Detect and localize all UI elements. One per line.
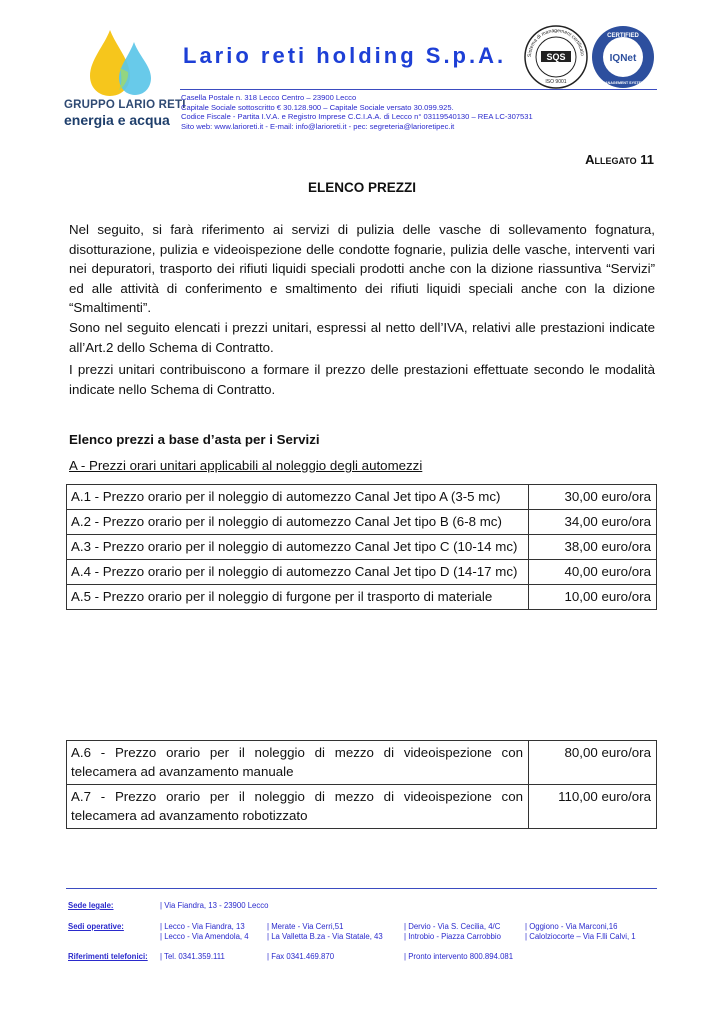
company-logo <box>62 28 186 136</box>
item-price: 80,00 euro/ora <box>529 741 657 785</box>
cert1-ring-text: Sistema di management certificato <box>526 27 585 58</box>
group-name: GRUPPO LARIO RETI <box>64 99 186 111</box>
sqs-certification-seal-icon <box>523 24 589 90</box>
water-drops-icon <box>84 28 156 98</box>
footer-sede-item: | Calolziocorte – Via F.lli Calvi, 1 <box>525 932 636 941</box>
table-row <box>67 585 657 610</box>
prices-paragraph: Sono nel seguito elencati i prezzi unitari, espressi al netto dell’IVA, relativi alle prestazioni indicate all’Art.2 dello Schema di Contratto. <box>69 320 655 355</box>
attachment-label: Allegato 11 <box>585 152 654 167</box>
item-description: A.4 - Prezzo orario per il noleggio di automezzo Canal Jet tipo D (14-17 mc) <box>67 560 529 585</box>
item-price: 34,00 euro/ora <box>529 510 657 535</box>
table-row <box>67 560 657 585</box>
info-web: Sito web: www.larioreti.it - E-mail: info@larioreti.it - pec: segreteria@larioretipec.it <box>181 121 455 131</box>
table-row <box>67 741 657 785</box>
footer-divider <box>66 888 657 889</box>
footer-phone-label: Riferimenti telefonici: <box>68 952 148 961</box>
item-price: 40,00 euro/ora <box>529 560 657 585</box>
info-capital: Capitale Sociale sottoscritto € 30.128.900 – Capitale Sociale versato 30.099.925. <box>181 102 454 112</box>
footer-sedi-operative-label: Sedi operative: <box>68 922 124 931</box>
table-row <box>67 485 657 510</box>
contract-paragraph: I prezzi unitari contribuiscono a formare il prezzo delle prestazioni effettuate secondo le modalità indicate nello Schema di Contratto. <box>69 362 655 397</box>
footer-sede-legale-label: Sede legale: <box>68 901 114 910</box>
company-info <box>181 93 533 131</box>
item-price: 10,00 euro/ora <box>529 585 657 610</box>
footer-sede-item: | Introbio - Piazza Carrobbio <box>404 932 501 941</box>
cert2-top-text: CERTIFIED <box>607 33 639 39</box>
cert2-mark: IQNet <box>609 53 637 64</box>
item-description: A.7 - Prezzo orario per il noleggio di mezzo di videoispezione con telecamera ad avanzamento robotizzato <box>67 785 529 829</box>
footer-phone: | Tel. 0341.359.111 <box>160 952 225 961</box>
table-row <box>67 510 657 535</box>
info-postal: Casella Postale n. 318 Lecco Centro – 23900 Lecco <box>181 93 357 102</box>
table-row <box>67 785 657 829</box>
footer-sede-item: | Lecco - Via Amendola, 4 <box>160 932 249 941</box>
price-table-vehicles <box>66 484 657 610</box>
footer-fax: | Fax 0341.469.870 <box>267 952 335 961</box>
intro-paragraph: Nel seguito, si farà riferimento ai servizi di pulizia delle vasche di sollevamento fognatura, disotturazione, pulizia e videoispezione delle condotte fognarie, pulizia delle vasche, interventi vari nei depuratori, trasporto dei rifiuti liquidi speciali prodotti anche con la dizione riassuntiva “Servizi” ed alle attività di conferimento e smaltimento dei rifiuti liquidi speciali anche con la dizione “Smaltimenti”. <box>69 222 655 315</box>
item-description: A.3 - Prezzo orario per il noleggio di automezzo Canal Jet tipo C (10-14 mc) <box>67 535 529 560</box>
footer-sede-item: | Lecco - Via Fiandra, 13 <box>160 922 245 931</box>
cert2-bottom-text: MANAGEMENT SYSTEM <box>602 81 644 85</box>
footer-sede-item: | Dervio - Via S. Cecilia, 4/C <box>404 922 501 931</box>
item-description: A.1 - Prezzo orario per il noleggio di automezzo Canal Jet tipo A (3-5 mc) <box>67 485 529 510</box>
item-price: 30,00 euro/ora <box>529 485 657 510</box>
footer-sede-item: | Oggiono - Via Marconi,16 <box>525 922 618 931</box>
section-heading: Elenco prezzi a base d’asta per i Servizi <box>69 432 320 447</box>
item-price: 110,00 euro/ora <box>529 785 657 829</box>
item-price: 38,00 euro/ora <box>529 535 657 560</box>
footer-sede-item: | La Valletta B.za - Via Statale, 43 <box>267 932 383 941</box>
item-description: A.2 - Prezzo orario per il noleggio di automezzo Canal Jet tipo B (6-8 mc) <box>67 510 529 535</box>
subsection-heading: A - Prezzi orari unitari applicabili al noleggio degli automezzi <box>69 458 423 473</box>
item-description: A.5 - Prezzo orario per il noleggio di furgone per il trasporto di materiale <box>67 585 529 610</box>
iqnet-certification-seal-icon <box>590 24 656 90</box>
price-table-inspection <box>66 740 657 829</box>
cert1-mark: SQS <box>546 52 566 62</box>
item-description: A.6 - Prezzo orario per il noleggio di mezzo di videoispezione con telecamera ad avanzamento manuale <box>67 741 529 785</box>
table-row <box>67 535 657 560</box>
footer-emergency: | Pronto intervento 800.894.081 <box>404 952 514 961</box>
company-name: Lario reti holding S.p.A. <box>183 43 507 68</box>
footer-sede-legale: | Via Fiandra, 13 - 23900 Lecco <box>160 901 269 910</box>
page-title: ELENCO PREZZI <box>307 180 416 195</box>
footer-sede-item: | Merate - Via Cerri,51 <box>267 922 344 931</box>
group-tagline: energia e acqua <box>64 112 170 128</box>
cert1-standard: ISO 9001 <box>545 79 567 85</box>
info-fiscal: Codice Fiscale - Partita I.V.A. e Registro Imprese C.C.I.A.A. di Lecco n° 03119540130 – REA LC-307531 <box>181 112 533 122</box>
header-divider <box>180 89 657 90</box>
